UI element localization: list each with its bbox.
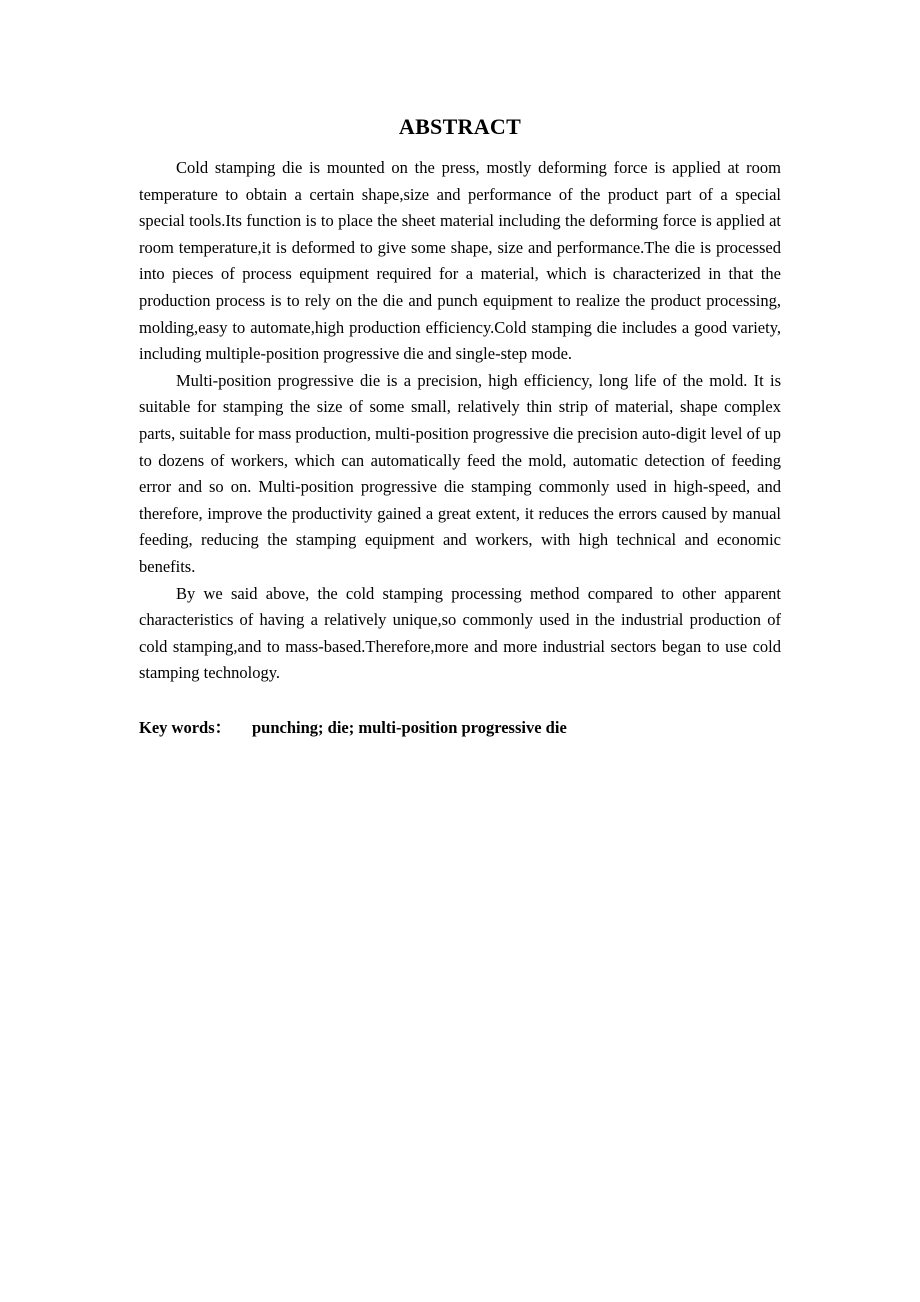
- keywords-label: Key words：: [139, 717, 232, 737]
- abstract-paragraph-2: Multi-position progressive die is a precision, high efficiency, long life of the mold. It is suitable for stamping the size of some small, relatively thin strip of material, shape complex parts, suitable for mass production, multi-position progressive die precision auto-digit level of up to dozens of workers, which can automatically feed the mold, automatic detection of feeding error and so on. Multi-position progressive die stamping commonly used in high-speed, and therefore, improve the productivity gained a great extent, it reduces the errors caused by manual feeding, reducing the stamping equipment and workers, with high technical and economic benefits.: [139, 370, 781, 576]
- abstract-title: ABSTRACT: [398, 114, 522, 139]
- abstract-paragraph-1: Cold stamping die is mounted on the press, mostly deforming force is applied at room temperature to obtain a certain shape,size and performance of the product part of a special special tools.Its function is to place the sheet material including the deforming force is applied at room temperature,it is deformed to give some shape, size and performance.The die is processed into pieces of process equipment required for a material, which is characterized in that the production process is to rely on the die and punch equipment to realize the product processing, molding,easy to automate,high production efficiency.Cold stamping die includes a good variety, including multiple-position progressive die and single-step mode.: [139, 158, 781, 364]
- keywords-value: punching; die; multi-position progressive die: [252, 717, 567, 737]
- abstract-page: [139, 113, 781, 741]
- abstract-paragraph-3: By we said above, the cold stamping processing method compared to other apparent characteristics of having a relatively unique,so commonly used in the industrial production of cold stamping,and to mass-based.Therefore,more and more industrial sectors began to use cold stamping technology.: [139, 583, 781, 683]
- keywords-line: [139, 715, 781, 742]
